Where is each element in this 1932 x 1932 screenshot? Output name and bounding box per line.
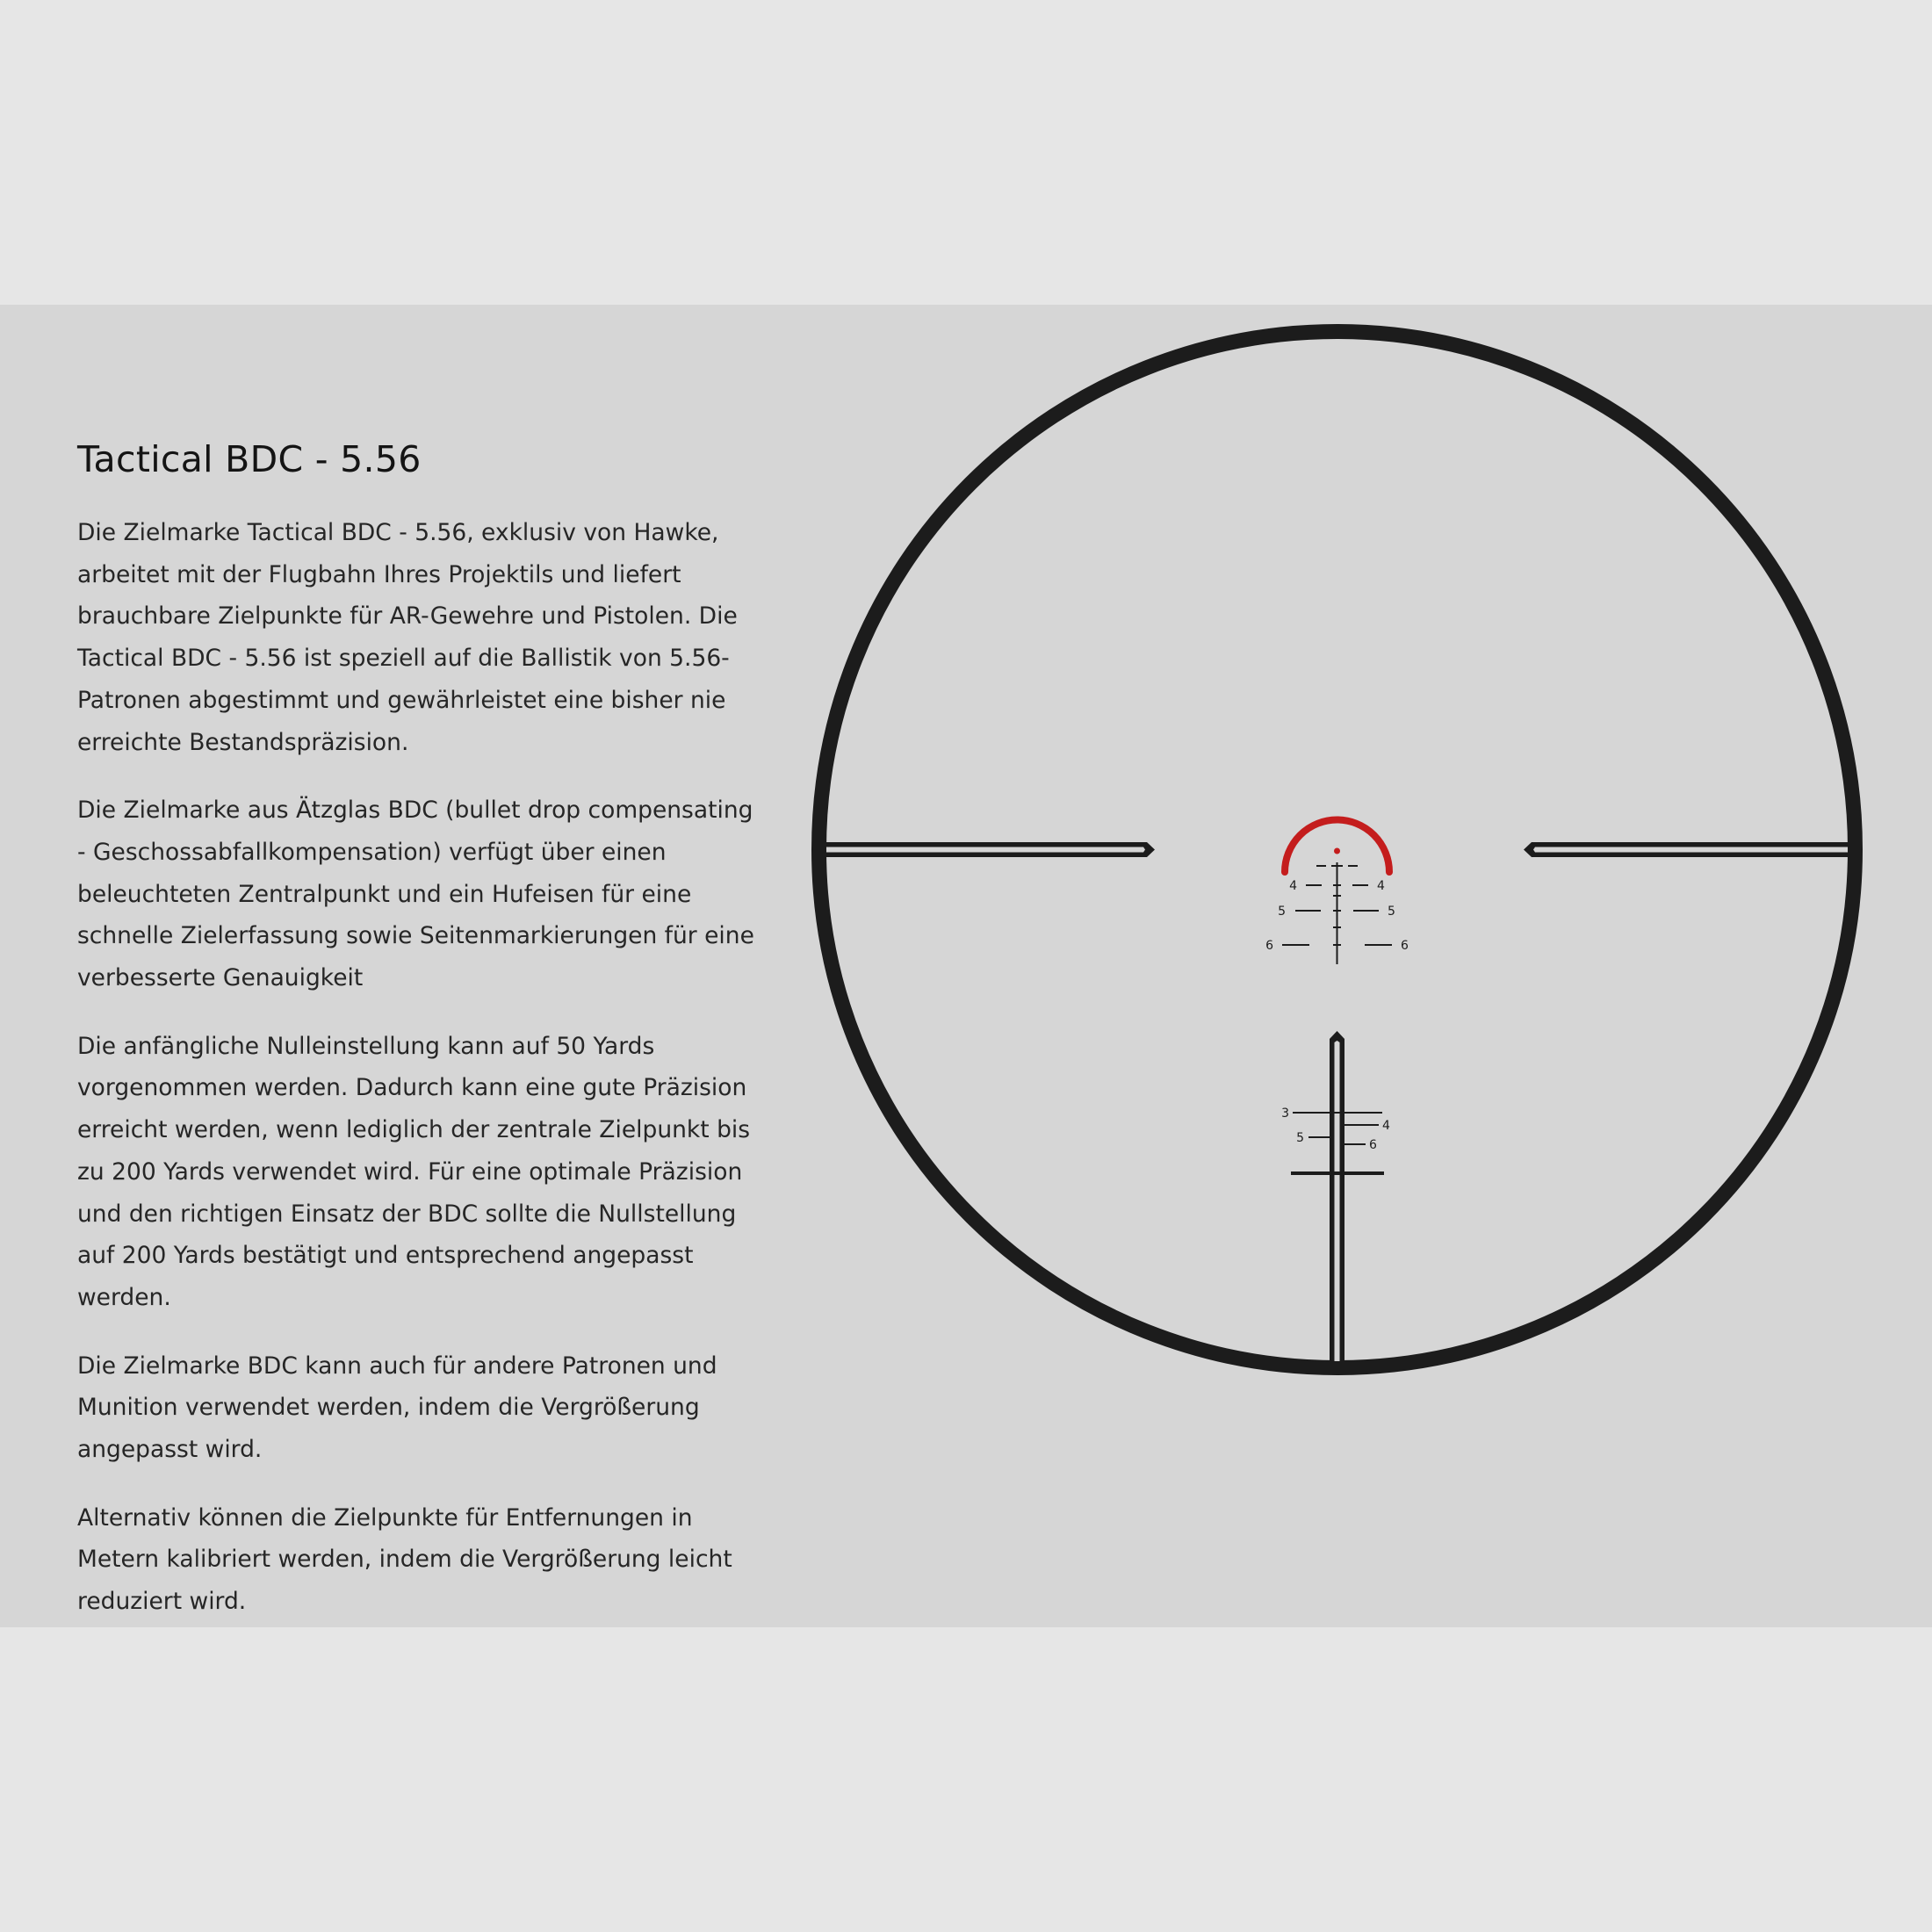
reticle-svg: [804, 316, 1871, 1383]
center-right-label-5: 5: [1388, 905, 1395, 919]
paragraph-zeroing: Die anfängliche Nulleinstellung kann auf 50 Yards vorgenommen werden. Dadurch kann eine gute Präzision erreicht werden, wenn lediglich der zentrale Zielpunkt bis zu 200 Yards verwendet wird. Für eine optimale Präzision und den richtigen Einsatz der BDC sollte die Nullstellung auf 200 Yards bestätigt und entsprechend angepasst werden.: [77, 1032, 751, 1311]
reticle-illustration: [804, 316, 1871, 1383]
paragraph-features: Die Zielmarke aus Ätzglas BDC (bullet drop compensating - Geschossabfallkompensation) verfügt über einen beleuchteten Zentralpunkt und ein Hufeisen für eine schnelle Zielerfassung sowie Seitenmarkierungen für eine verbesserte Genauigkeit: [77, 797, 754, 992]
right-horizontal-post-inner: [1533, 847, 1848, 853]
left-horizontal-post-inner: [826, 847, 1145, 853]
description-column: [77, 435, 762, 1649]
center-right-label-4: 4: [1377, 879, 1385, 893]
post-right-label-4: 4: [1382, 1119, 1390, 1133]
center-dot-red: [1334, 848, 1340, 854]
center-left-label-6: 6: [1265, 939, 1273, 953]
center-left-label-4: 4: [1289, 879, 1297, 893]
paragraph-meters: Alternativ können die Zielpunkte für Entfernungen in Metern kalibriert werden, indem die Vergrößerung leicht reduziert wird.: [77, 1503, 732, 1616]
page-title: Tactical BDC - 5.56: [77, 438, 422, 480]
center-right-label-6: 6: [1401, 939, 1409, 953]
post-left-label-3: 3: [1281, 1107, 1289, 1121]
paragraph-intro: Die Zielmarke Tactical BDC - 5.56, exklusiv von Hawke, arbeitet mit der Flugbahn Ihres Projektils und liefert brauchbare Zielpunkte für AR-Gewehre und Pistolen. Die Tactical BDC - 5.56 ist speziell auf die Ballistik von 5.56-Patronen abgestimmt und gewährleistet eine bisher nie erreichte Bestandspräzision.: [77, 519, 738, 756]
bottom-vertical-post-inner: [1335, 1041, 1340, 1361]
paragraph-other-ammo: Die Zielmarke BDC kann auch für andere Patronen und Munition verwendet werden, indem die Vergrößerung angepasst wird.: [77, 1352, 717, 1464]
post-right-label-6: 6: [1369, 1138, 1377, 1152]
post-left-label-5: 5: [1296, 1131, 1304, 1145]
center-left-label-5: 5: [1278, 905, 1286, 919]
